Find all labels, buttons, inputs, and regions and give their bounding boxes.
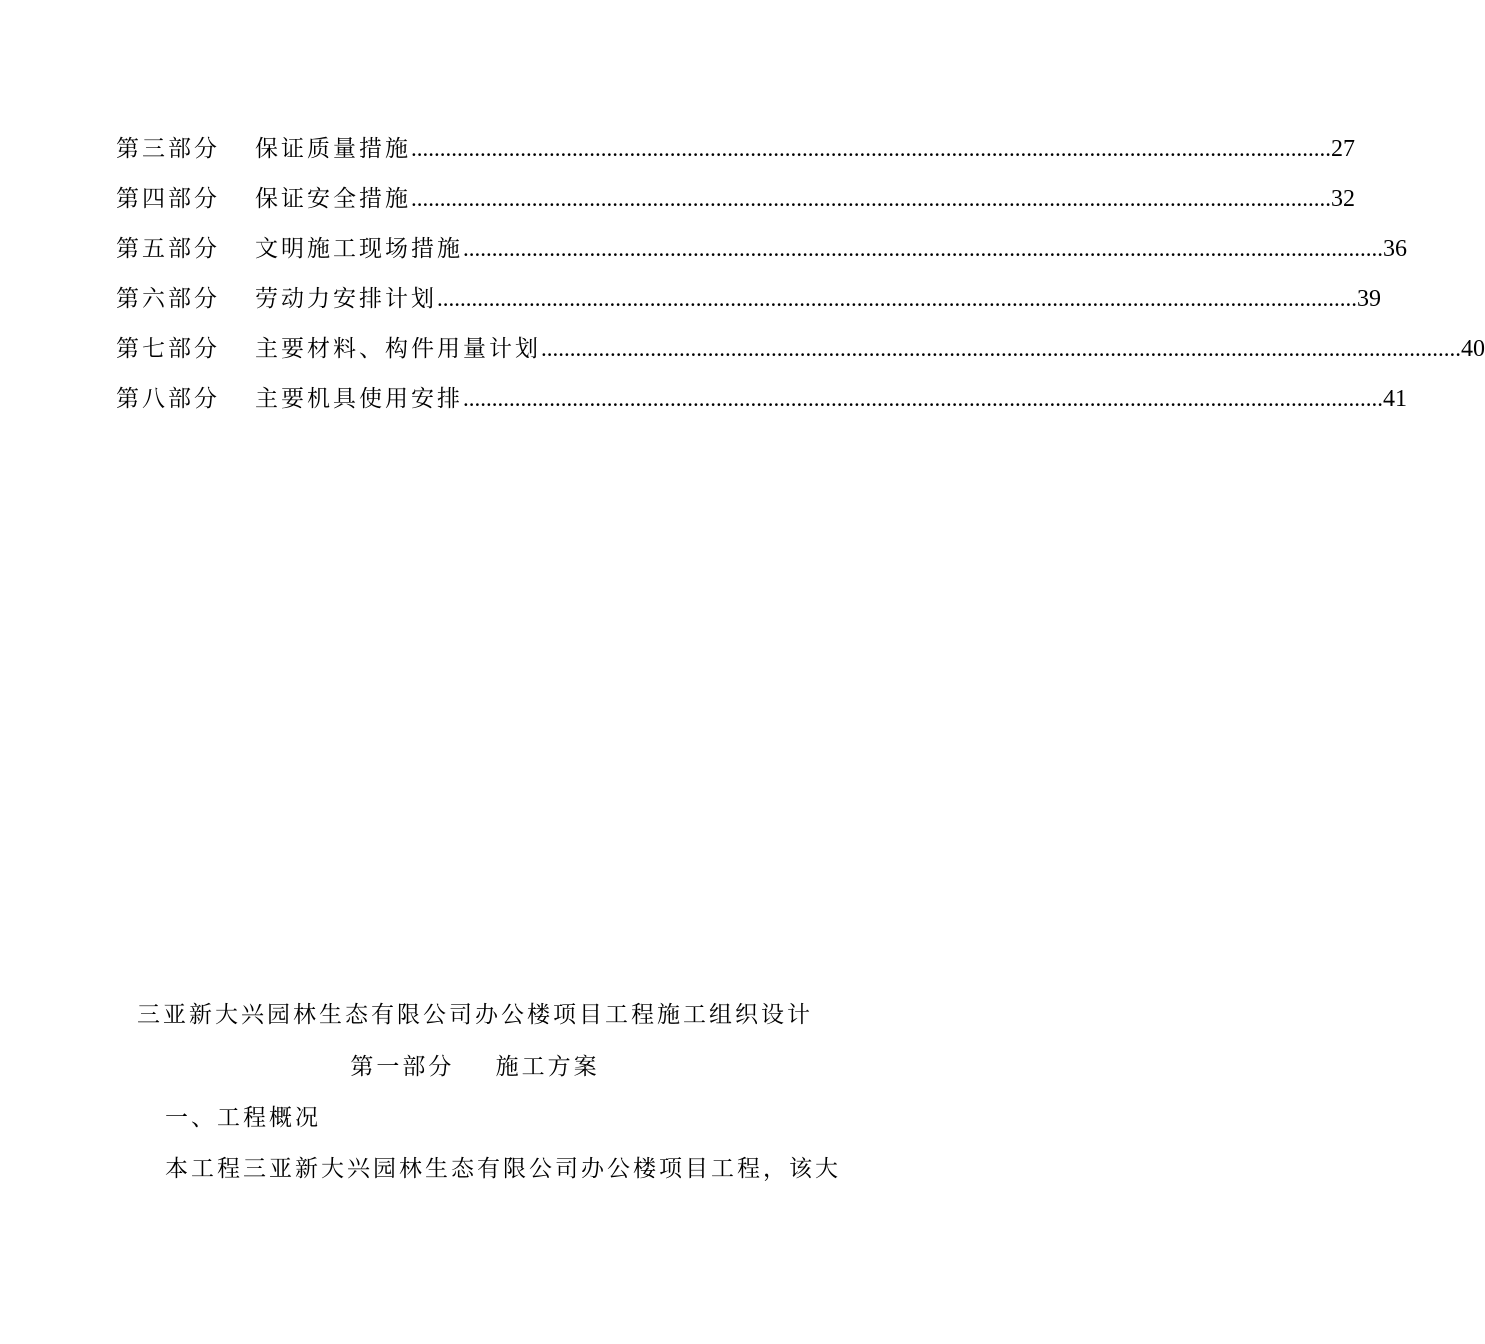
body-paragraph: 本工程三亚新大兴园林生态有限公司办公楼项目工程，该大 (165, 1156, 841, 1182)
toc-entry-title: 劳动力安排计划 (255, 286, 437, 312)
toc-entry[interactable] (116, 180, 1355, 230)
toc-page-number: 36 (1383, 236, 1407, 262)
toc-entry-title: 主要材料、构件用量计划 (255, 336, 541, 362)
toc-part-label: 第七部分 (116, 336, 220, 362)
toc-entry[interactable] (116, 380, 1407, 430)
toc-entry-title: 主要机具使用安排 (255, 386, 463, 412)
toc-page-number: 40 (1461, 336, 1485, 362)
toc-leader-dots: ................................................................................................................................................................ (463, 236, 1383, 261)
toc-leader-dots: ................................................................................................................................................................ (463, 386, 1383, 411)
toc-leader-dots: ................................................................................................................................................................ (411, 136, 1331, 161)
toc-part-label: 第三部分 (116, 136, 220, 162)
toc-part-label: 第四部分 (116, 186, 220, 212)
toc-entry[interactable] (116, 230, 1407, 280)
part-heading: 第一部分 施工方案 (350, 1054, 600, 1080)
toc-entry-title: 保证安全措施 (255, 186, 411, 212)
toc-part-label: 第五部分 (116, 236, 220, 262)
toc-entry-title: 保证质量措施 (255, 136, 411, 162)
toc-leader-dots: ................................................................................................................................................................ (437, 286, 1357, 311)
toc-page-number: 32 (1331, 186, 1355, 212)
toc-page-number: 41 (1383, 386, 1407, 412)
toc-part-label: 第八部分 (116, 386, 220, 412)
document-title: 三亚新大兴园林生态有限公司办公楼项目工程施工组织设计 (137, 1002, 813, 1028)
toc-page-number: 39 (1357, 286, 1381, 312)
toc-leader-dots: ................................................................................................................................................................ (411, 186, 1331, 211)
toc-entry[interactable] (116, 330, 1485, 380)
toc-entry-title: 文明施工现场措施 (255, 236, 463, 262)
toc-leader-dots: ................................................................................................................................................................ (541, 336, 1461, 361)
toc-entry[interactable] (116, 280, 1381, 330)
section-heading: 一、工程概况 (165, 1105, 321, 1131)
toc-part-label: 第六部分 (116, 286, 220, 312)
table-of-contents (116, 130, 1485, 430)
toc-entry[interactable] (116, 130, 1355, 180)
toc-page-number: 27 (1331, 136, 1355, 162)
